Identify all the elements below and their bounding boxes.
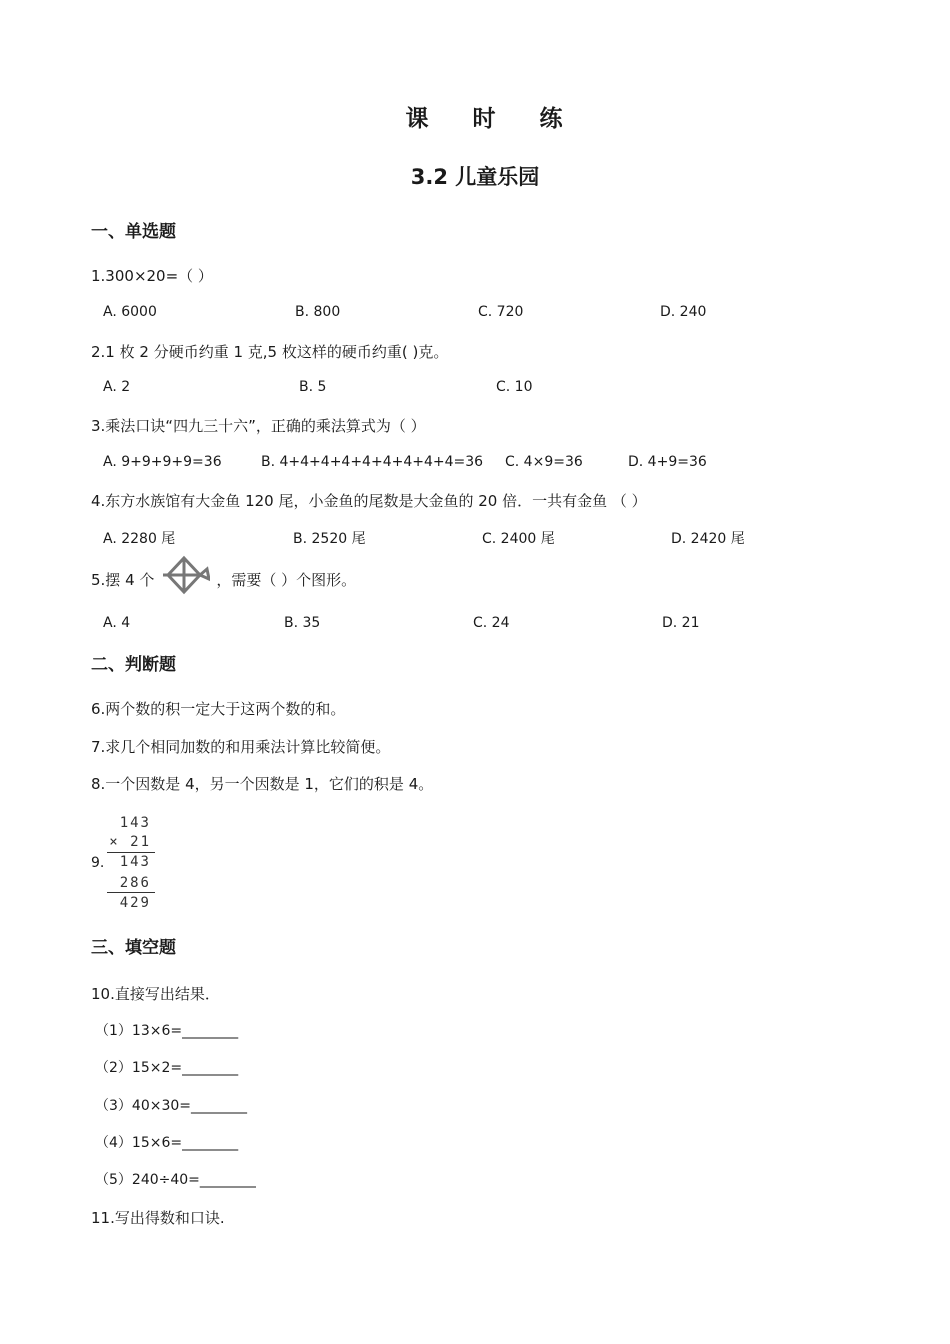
section-heading-single-choice: 一、单选题 xyxy=(91,222,176,242)
question-2: 2.1 枚 2 分硬币约重 1 克,5 枚这样的硬币约重( )克。 xyxy=(91,343,449,361)
calc-row-result: 429 xyxy=(119,895,151,911)
q2-option-c: C. 10 xyxy=(496,379,533,395)
q2-option-b: B. 5 xyxy=(299,379,327,395)
q5-option-c: C. 24 xyxy=(473,615,510,631)
q4-option-d: D. 2420 尾 xyxy=(671,531,745,547)
q4-option-b: B. 2520 尾 xyxy=(293,531,366,547)
calc-row-partial-1: 143 xyxy=(119,854,151,870)
q5-stem-before: 5.摆 4 个 xyxy=(91,570,155,589)
calc-row-partial-2: 286 xyxy=(119,875,151,891)
q4-option-c: C. 2400 尾 xyxy=(482,531,555,547)
question-10: 10.直接写出结果． xyxy=(91,985,220,1003)
question-3: 3.乘法口诀“四九三十六”，正确的乘法算式为（ ） xyxy=(91,417,426,435)
q5-option-b: B. 35 xyxy=(284,615,321,631)
house-shape-figure-icon xyxy=(160,555,210,603)
q5-stem-after: ，需要（ ）个图形。 xyxy=(216,570,357,589)
q1-option-a: A. 6000 xyxy=(103,304,157,320)
section-heading-true-false: 二、判断题 xyxy=(91,655,176,675)
question-9-vertical-multiplication xyxy=(91,815,181,915)
q5-option-a: A. 4 xyxy=(103,615,131,631)
q5-option-d: D. 21 xyxy=(662,615,700,631)
q10-item-4: （4）15×6=________ xyxy=(95,1135,239,1151)
q1-option-b: B. 800 xyxy=(295,304,341,320)
question-8: 8.一个因数是 4，另一个因数是 1，它们的积是 4。 xyxy=(91,775,434,793)
q3-option-a: A. 9+9+9+9=36 xyxy=(103,454,222,470)
q10-item-2: （2）15×2=________ xyxy=(95,1060,239,1076)
calc-row-multiplicand: 143 xyxy=(119,815,151,831)
calc-row-multiplier: × 21 xyxy=(109,834,151,850)
section-heading-fill-blank: 三、填空题 xyxy=(91,938,176,958)
q1-option-d: D. 240 xyxy=(660,304,707,320)
question-11: 11.写出得数和口诀. xyxy=(91,1209,225,1227)
question-9-label: 9. xyxy=(91,855,105,871)
q3-option-c: C. 4×9=36 xyxy=(505,454,583,470)
page-title: 课 时 练 xyxy=(405,106,581,132)
q4-option-a: A. 2280 尾 xyxy=(103,531,176,547)
q10-item-3: （3）40×30=________ xyxy=(95,1098,247,1114)
q2-option-a: A. 2 xyxy=(103,379,131,395)
question-6: 6.两个数的积一定大于这两个数的和。 xyxy=(91,700,346,718)
q3-option-d: D. 4+9=36 xyxy=(628,454,707,470)
calc-divider-line xyxy=(107,852,155,853)
q1-option-c: C. 720 xyxy=(478,304,524,320)
q3-option-b: B. 4+4+4+4+4+4+4+4+4=36 xyxy=(261,454,484,470)
question-1: 1.300×20=（ ） xyxy=(91,267,213,285)
question-7: 7.求几个相同加数的和用乘法计算比较简便。 xyxy=(91,738,391,756)
page-subtitle: 3.2 儿童乐园 xyxy=(410,165,540,189)
q10-item-5: （5）240÷40=________ xyxy=(95,1172,256,1188)
q10-item-1: （1）13×6=________ xyxy=(95,1023,239,1039)
calc-divider-line xyxy=(107,892,155,893)
question-5 xyxy=(91,557,356,601)
question-4: 4.东方水族馆有大金鱼 120 尾，小金鱼的尾数是大金鱼的 20 倍．一共有金鱼 （ ） xyxy=(91,492,647,510)
